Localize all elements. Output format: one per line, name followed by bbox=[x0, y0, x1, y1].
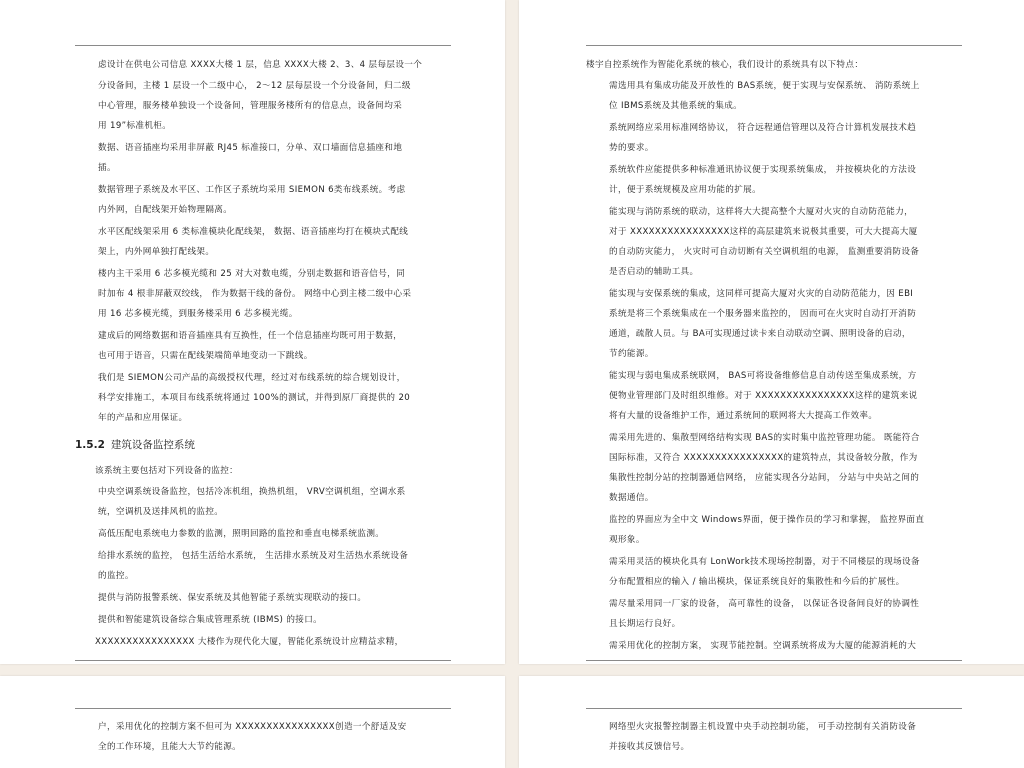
paragraph-line: 且长期运行良好。 bbox=[609, 619, 681, 629]
paragraph-line: 需采用先进的、集散型网络结构实现 BAS的实时集中监控管理功能。 既能符合 bbox=[609, 433, 920, 443]
paragraph-line: 观形象。 bbox=[609, 535, 645, 545]
paragraph-line: 统，空调机及送排风机的监控。 bbox=[98, 507, 224, 517]
paragraph-line: 全的工作环境，且能大大节约能源。 bbox=[98, 742, 242, 752]
paragraph-line: XXXXXXXXXXXXXXXX 大楼作为现代化大厦，智能化系统设计应精益求精， bbox=[95, 637, 404, 647]
paragraph-line: 需采用优化的控制方案， 实现节能控制。空调系统将成为大厦的能源消耗的大 bbox=[609, 641, 917, 651]
paragraph-line: 需选用具有集成功能及开放性的 BAS系统，便于实现与安保系统、 消防系统上 bbox=[609, 81, 920, 91]
paragraph-line: 系统是将三个系统集成在一个服务器来监控的， 因而可在火灾时自动打开消防 bbox=[609, 309, 917, 319]
paragraph-line: 插。 bbox=[98, 163, 116, 173]
paragraph-line: 水平区配线架采用 6 类标准模块化配线架， 数据、语音插座均打在模块式配线 bbox=[98, 227, 409, 237]
paragraph-line: 势的要求。 bbox=[609, 143, 654, 153]
paragraph-line: 能实现与消防系统的联动，这样将大大提高整个大厦对火灾的自动防范能力， bbox=[609, 207, 914, 217]
paragraph-line: 监控的界面应为全中文 Windows界面，便于操作员的学习和掌握， 监控界面直 bbox=[609, 515, 925, 525]
footer-rule bbox=[75, 660, 451, 661]
paragraph-line: 需采用灵活的模块化具有 LonWork技术现场控制器，对于不同楼层的现场设备 bbox=[609, 557, 920, 567]
paragraph-line: 是否启动的辅助工具。 bbox=[609, 267, 699, 277]
paragraph-line: 需尽量采用同一厂家的设备， 高可靠性的设备， 以保证各设备间良好的协调性 bbox=[609, 599, 920, 609]
paragraph-line: 数据、语音插座均采用非屏蔽 RJ45 标准接口，分单、双口墙面信息插座和地 bbox=[98, 143, 403, 153]
paragraph-line: 节约能源。 bbox=[609, 349, 654, 359]
paragraph-line: 数据管理子系统及水平区、工作区子系统均采用 SIEMON 6类布线系统。考虑 bbox=[98, 185, 406, 195]
paragraph-line: 网络型火灾报警控制器主机设置中央手动控制功能， 可手动控制有关消防设备 bbox=[609, 722, 917, 732]
header-rule bbox=[586, 708, 962, 709]
footer-rule bbox=[586, 660, 962, 661]
paragraph-line: 数据通信。 bbox=[609, 493, 654, 503]
paragraph-line: 用 16 芯多模光缆，到服务楼采用 6 芯多模光缆。 bbox=[98, 309, 298, 319]
paragraph-line: 集散性控制分站的控制器通信网络， 应能实现各分站间， 分站与中央站之间的 bbox=[609, 473, 920, 483]
paragraph-line: 内外网，自配线架开始物理隔离。 bbox=[98, 205, 233, 215]
paragraph-line: 我们是 SIEMON公司产品的高级授权代理，经过对布线系统的综合规划设计， bbox=[98, 373, 406, 383]
paragraph-line: 分布配置相应的输入 / 输出模块，保证系统良好的集散性和今后的扩展性。 bbox=[609, 577, 905, 587]
paragraph-line: 科学安排施工，本项目布线系统将通过 100%的测试，并得到原厂商提供的 20 bbox=[98, 393, 411, 403]
document-page-right-upper bbox=[519, 0, 1024, 664]
paragraph-line: 系统网络应采用标准网络协议， 符合远程通信管理以及符合计算机发展技术趋 bbox=[609, 123, 917, 133]
paragraph-line: 国际标准，又符合 XXXXXXXXXXXXXXXX的建筑特点，其设备较分散，作为 bbox=[609, 453, 918, 463]
paragraph-line: 的监控。 bbox=[98, 571, 134, 581]
paragraph-line: 分设备间，主楼 1 层设一个二级中心， 2～12 层每层设一个分设备间，归二级 bbox=[98, 81, 411, 91]
paragraph-line: 中央空调系统设备监控，包括冷冻机组，换热机组， VRV空调机组，空调水系 bbox=[98, 487, 406, 497]
paragraph-line: 用 19”标准机柜。 bbox=[98, 121, 172, 131]
paragraph-line: 将有大量的设备维护工作，通过系统间的联网将大大提高工作效率。 bbox=[609, 411, 878, 421]
paragraph-line: 中心管理，服务楼单独设一个设备间，管理服务楼所有的信息点，设备间均采 bbox=[98, 101, 403, 111]
paragraph-line: 给排水系统的监控， 包括生活给水系统， 生活排水系统及对生活热水系统设备 bbox=[98, 551, 409, 561]
paragraph-line: 楼宇自控系统作为智能化系统的核心，我们设计的系统具有以下特点： bbox=[586, 60, 864, 70]
paragraph-line: 时加布 4 根非屏蔽双绞线， 作为数据干线的备份。 网络中心到主楼二级中心采 bbox=[98, 289, 412, 299]
header-rule bbox=[75, 708, 451, 709]
paragraph-line: 建成后的网络数据和语音插座具有互换性，任一个信息插座均既可用于数据， bbox=[98, 331, 403, 341]
paragraph-line: 并接收其反馈信号。 bbox=[609, 742, 690, 752]
paragraph-line: 便物业管理部门及时组织维修。对于 XXXXXXXXXXXXXXXX这样的建筑来说 bbox=[609, 391, 918, 401]
paragraph-line: 年的产品和应用保证。 bbox=[98, 413, 188, 423]
paragraph-line: 提供和智能建筑设备综合集成管理系统 (IBMS) 的接口。 bbox=[98, 615, 323, 625]
paragraph-line: 楼内主干采用 6 芯多模光缆和 25 对大对数电缆，分别走数据和语音信号，同 bbox=[98, 269, 406, 279]
paragraph-line: 计，便于系统规模及应用功能的扩展。 bbox=[609, 185, 762, 195]
paragraph-line: 该系统主要包括对下列设备的监控： bbox=[95, 466, 239, 476]
paragraph-line: 对于 XXXXXXXXXXXXXXXX这样的高层建筑来说极其重要，可大大提高大厦 bbox=[609, 227, 918, 237]
paragraph-line: 能实现与安保系统的集成，这同样可提高大厦对火灾的自动防范能力，因 EBI bbox=[609, 289, 914, 299]
document-page-right-lower bbox=[519, 676, 1024, 768]
paragraph-line: 户，采用优化的控制方案不但可为 XXXXXXXXXXXXXXXX创造一个舒适及安 bbox=[98, 722, 407, 732]
paragraph-line: 能实现与弱电集成系统联网， BAS可将设备维修信息自动传送至集成系统，方 bbox=[609, 371, 917, 381]
paragraph-line: 提供与消防报警系统、保安系统及其他智能子系统实现联动的接口。 bbox=[98, 593, 367, 603]
section-title: 建筑设备监控系统 bbox=[110, 439, 195, 451]
paragraph-line: 位 IBMS系统及其他系统的集成。 bbox=[609, 101, 743, 111]
paragraph-line: 虑设计在供电公司信息 XXXX大楼 1 层，信息 XXXX大楼 2、3、4 层每层设一个 bbox=[98, 60, 423, 70]
paragraph-line: 系统软件应能提供多种标准通讯协议便于实现系统集成， 并按模块化的方法设 bbox=[609, 165, 917, 175]
section-number: 1.5.2 bbox=[75, 439, 105, 451]
paragraph-line: 通道，疏散人员。与 BA可实现通过读卡来自动联动空调、照明设备的启动， bbox=[609, 329, 911, 339]
paragraph-line: 高低压配电系统电力参数的监测，照明回路的监控和垂直电梯系统监测。 bbox=[98, 529, 385, 539]
document-page-left-upper bbox=[0, 0, 505, 664]
paragraph-line: 架上，内外网单独打配线架。 bbox=[98, 247, 215, 257]
paragraph-line: 的自动防灾能力， 火灾时可自动切断有关空调机组的电源， 监测重要消防设备 bbox=[609, 247, 920, 257]
section-heading bbox=[75, 439, 195, 452]
header-rule bbox=[75, 45, 451, 46]
document-page-left-lower bbox=[0, 676, 505, 768]
paragraph-line: 也可用于语音，只需在配线架端简单地变动一下跳线。 bbox=[98, 351, 313, 361]
header-rule bbox=[586, 45, 962, 46]
